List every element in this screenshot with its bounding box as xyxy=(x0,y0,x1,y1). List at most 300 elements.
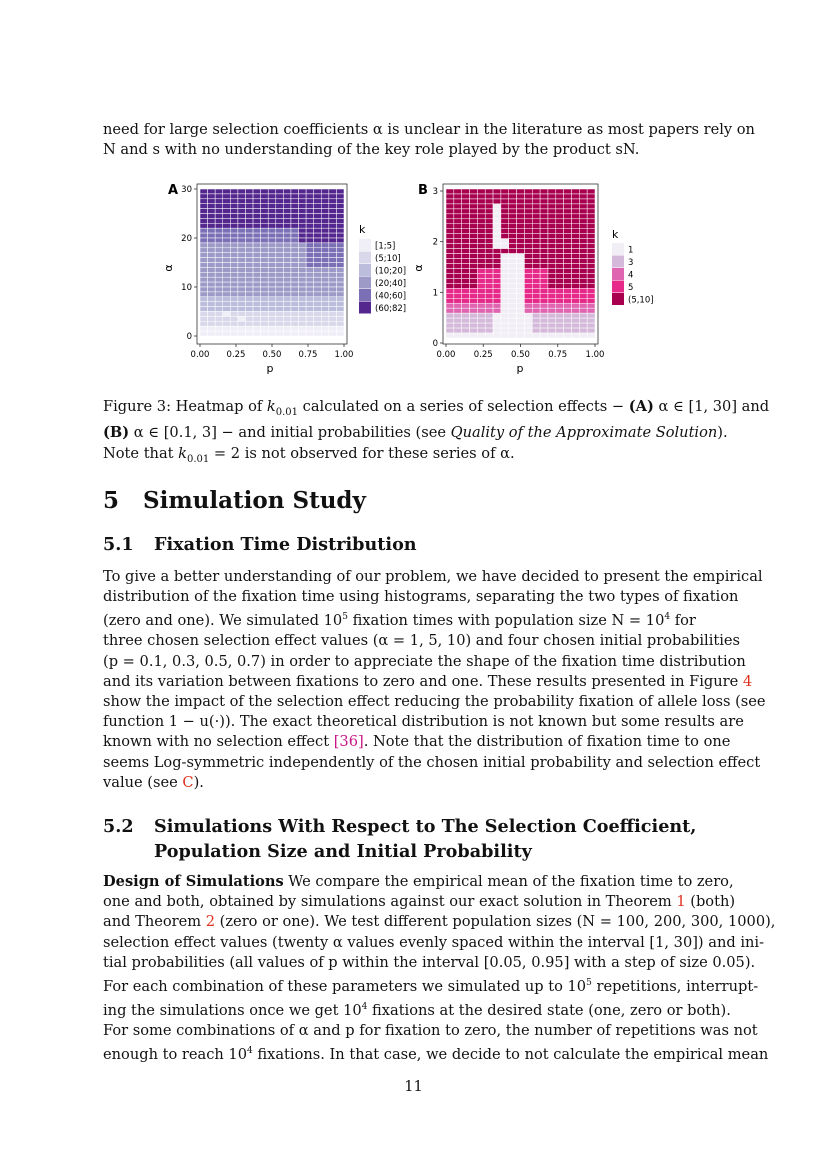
heatmap-cell xyxy=(493,259,501,264)
heatmap-cell xyxy=(501,224,509,229)
heatmap-cell xyxy=(215,316,223,321)
heatmap-cell xyxy=(587,333,595,338)
section-heading: 5 Simulation Study xyxy=(103,487,366,514)
heatmap-cell xyxy=(470,204,478,209)
heatmap-cell xyxy=(261,302,269,307)
heatmap-cell xyxy=(299,307,307,312)
heatmap-cell xyxy=(268,248,276,253)
heatmap-cell xyxy=(564,229,572,234)
heatmap-cell xyxy=(462,293,470,298)
heatmap-cell xyxy=(253,223,261,228)
heatmap-cell xyxy=(200,272,208,277)
heatmap-cell xyxy=(329,218,337,223)
heatmap-cell xyxy=(509,214,517,219)
heatmap-cell xyxy=(268,214,276,219)
heatmap-cell xyxy=(276,199,284,204)
heatmap-cell xyxy=(329,258,337,263)
heatmap-cell xyxy=(532,273,540,278)
heatmap-cell xyxy=(329,233,337,238)
heatmap-cell xyxy=(462,264,470,269)
heatmap-cell xyxy=(564,283,572,288)
x-tick-label: 0.25 xyxy=(226,350,246,360)
heatmap-cell xyxy=(261,258,269,263)
heatmap-cell xyxy=(314,292,322,297)
heatmap-cell xyxy=(223,263,231,268)
heatmap-cell xyxy=(238,189,246,194)
heatmap-cell xyxy=(470,254,478,259)
heatmap-cell xyxy=(454,308,462,313)
heatmap-cell xyxy=(509,298,517,303)
heatmap-cell xyxy=(540,259,548,264)
heatmap-cell xyxy=(238,223,246,228)
heatmap-cell xyxy=(462,219,470,224)
heatmap-cell xyxy=(253,321,261,326)
heatmap-cell xyxy=(208,238,216,243)
heatmap-cell xyxy=(223,258,231,263)
heatmap-cell xyxy=(321,243,329,248)
heatmap-cell xyxy=(268,189,276,194)
panel-letter: B xyxy=(418,183,428,198)
heatmap-cell xyxy=(230,228,238,233)
heatmap-cell xyxy=(223,199,231,204)
heatmap-cell xyxy=(517,254,525,259)
heatmap-cell xyxy=(532,298,540,303)
heatmap-cell xyxy=(524,268,532,273)
heatmap-cell xyxy=(283,209,291,214)
heatmap-cell xyxy=(532,209,540,214)
heatmap-cell xyxy=(540,199,548,204)
heatmap-cell xyxy=(223,282,231,287)
heatmap-cell xyxy=(532,259,540,264)
heatmap-cell xyxy=(321,331,329,336)
heatmap-cell xyxy=(291,292,299,297)
heatmap-cell xyxy=(208,312,216,317)
heatmap-cell xyxy=(477,224,485,229)
heatmap-cell xyxy=(587,298,595,303)
heatmap-cell xyxy=(200,209,208,214)
heatmap-cell xyxy=(276,214,284,219)
heatmap-cell xyxy=(276,287,284,292)
heatmap-cell xyxy=(579,219,587,224)
heatmap-cell xyxy=(571,259,579,264)
appendix-link[interactable]: C xyxy=(182,773,194,791)
heatmap-cell xyxy=(283,321,291,326)
heatmap-cell xyxy=(291,233,299,238)
heatmap-cell xyxy=(485,293,493,298)
heatmap-cell xyxy=(556,308,564,313)
heatmap-cell xyxy=(564,249,572,254)
heatmap-cell xyxy=(446,288,454,293)
heatmap-cell xyxy=(446,308,454,313)
heatmap-cell xyxy=(579,328,587,333)
heatmap-cell xyxy=(215,189,223,194)
heatmap-cell xyxy=(299,253,307,258)
heatmap-cell xyxy=(446,303,454,308)
heatmap-cell xyxy=(517,268,525,273)
heatmap-cell xyxy=(321,214,329,219)
heatmap-cell xyxy=(446,199,454,204)
heatmap-cell xyxy=(329,223,337,228)
heatmap-cell xyxy=(245,238,253,243)
heatmap-cell xyxy=(509,264,517,269)
heatmap-cell xyxy=(470,239,478,244)
heatmap-cell xyxy=(587,209,595,214)
heatmap-cell xyxy=(215,272,223,277)
heatmap-cell xyxy=(587,303,595,308)
heatmap-cell xyxy=(540,224,548,229)
heatmap-cell xyxy=(493,308,501,313)
heatmap-cell xyxy=(540,303,548,308)
heatmap-cell xyxy=(321,233,329,238)
heatmap-cell xyxy=(532,224,540,229)
heatmap-cell xyxy=(223,312,231,317)
heatmap-cell xyxy=(579,234,587,239)
heatmap-cell xyxy=(548,313,556,318)
heatmap-cell xyxy=(336,331,344,336)
legend-swatch xyxy=(612,243,624,255)
legend-swatch xyxy=(359,252,371,264)
heatmap-cell xyxy=(223,233,231,238)
heatmap-cell xyxy=(532,283,540,288)
heatmap-cell xyxy=(223,209,231,214)
figure-caption: Figure 3: Heatmap of $k_{0.01}$ calculated on a series of selection effects − (A) α ∈ [1, 30] and (B) α ∈ [0.1, 3] − and initial probabilities (see Quality of the Approximate Solution). Note that $k_{0.01} = 2$ is not observed for these series of α. xyxy=(103,398,770,465)
heatmap-cell xyxy=(306,331,314,336)
heatmap-cell xyxy=(329,189,337,194)
heatmap-cell xyxy=(470,288,478,293)
heatmap-cell xyxy=(268,312,276,317)
heatmap-cell xyxy=(283,228,291,233)
heatmap-cell xyxy=(556,333,564,338)
heatmap-cell xyxy=(556,298,564,303)
page-number: 11 xyxy=(404,1078,423,1095)
heatmap-cell xyxy=(446,254,454,259)
heatmap-cell xyxy=(200,223,208,228)
heatmap-cell xyxy=(230,248,238,253)
heatmap-cell xyxy=(291,326,299,331)
heatmap-cell xyxy=(454,224,462,229)
heatmap-cell xyxy=(253,302,261,307)
heatmap-cell xyxy=(283,194,291,199)
heatmap-cell xyxy=(336,228,344,233)
x-tick-label: 0.75 xyxy=(548,350,568,360)
heatmap-cell xyxy=(587,313,595,318)
heatmap-cell xyxy=(509,189,517,194)
heatmap-cell xyxy=(579,209,587,214)
heatmap-cell xyxy=(564,214,572,219)
text-line: need for large selection coefficients α is unclear in the literature as most papers rely on xyxy=(103,121,755,138)
heatmap-cell xyxy=(524,199,532,204)
heatmap-cell xyxy=(446,273,454,278)
heatmap-cell xyxy=(564,194,572,199)
heatmap-cell xyxy=(477,194,485,199)
heatmap-cell xyxy=(532,234,540,239)
heatmap-cell xyxy=(200,199,208,204)
heatmap-cell xyxy=(524,254,532,259)
heatmap-cell xyxy=(462,189,470,194)
heatmap-cell xyxy=(253,267,261,272)
heatmap-cell xyxy=(556,283,564,288)
heatmap-cell xyxy=(253,326,261,331)
heatmap-cell xyxy=(477,264,485,269)
heatmap-cell xyxy=(517,249,525,254)
heatmap-cell xyxy=(299,209,307,214)
heatmap-cell xyxy=(200,204,208,209)
heatmap-cell xyxy=(509,278,517,283)
heatmap-cell xyxy=(223,204,231,209)
heatmap-cell xyxy=(564,303,572,308)
heatmap-cell xyxy=(223,243,231,248)
heatmap-cell xyxy=(314,263,322,268)
heatmap-cell xyxy=(329,194,337,199)
heatmap-cell xyxy=(261,253,269,258)
heatmap-cell xyxy=(446,209,454,214)
heatmap-cell xyxy=(501,273,509,278)
heatmap-cell xyxy=(470,234,478,239)
heatmap-cell xyxy=(306,302,314,307)
heatmap-cell xyxy=(517,259,525,264)
heatmap-cell xyxy=(454,229,462,234)
heatmap-cell xyxy=(532,303,540,308)
heatmap-cell xyxy=(230,233,238,238)
heatmap-cell xyxy=(208,218,216,223)
heatmap-cell xyxy=(321,277,329,282)
heatmap-cell xyxy=(493,298,501,303)
heatmap-cell xyxy=(462,303,470,308)
heatmap-cell xyxy=(517,189,525,194)
x-tick-label: 1.00 xyxy=(334,350,354,360)
heatmap-cell xyxy=(283,189,291,194)
heatmap-cell xyxy=(306,312,314,317)
heatmap-cell xyxy=(462,244,470,249)
heatmap-cell xyxy=(493,209,501,214)
heatmap-cell xyxy=(245,199,253,204)
heatmap-cell xyxy=(462,288,470,293)
heatmap-cell xyxy=(532,323,540,328)
heatmap-cell xyxy=(276,189,284,194)
heatmap-cell xyxy=(517,318,525,323)
heatmap-cell xyxy=(268,326,276,331)
heatmap-cell xyxy=(571,239,579,244)
legend-label: (60;82] xyxy=(375,304,407,314)
heatmap-cell xyxy=(524,249,532,254)
heatmap-cell xyxy=(564,254,572,259)
heatmap-cell xyxy=(485,313,493,318)
heatmap-cell xyxy=(268,321,276,326)
heatmap-cell xyxy=(501,268,509,273)
heatmap-cell xyxy=(268,307,276,312)
heatmap-cell xyxy=(253,248,261,253)
heatmap-cell xyxy=(283,214,291,219)
heatmap-cell xyxy=(321,307,329,312)
figure-link[interactable]: 4 xyxy=(742,672,753,690)
heatmap-cell xyxy=(276,302,284,307)
panel-b xyxy=(412,183,654,375)
heatmap-cell xyxy=(556,219,564,224)
heatmap-cells xyxy=(446,189,595,338)
heatmap-cell xyxy=(493,288,501,293)
heatmap-cell xyxy=(276,263,284,268)
heatmap-cell xyxy=(261,199,269,204)
heatmap-cell xyxy=(556,254,564,259)
heatmap-cell xyxy=(336,292,344,297)
heatmap-cell xyxy=(548,273,556,278)
heatmap-cell xyxy=(454,209,462,214)
heatmap-cell xyxy=(245,253,253,258)
heatmap-cell xyxy=(215,326,223,331)
heatmap-cell xyxy=(493,234,501,239)
heatmap-cell xyxy=(462,229,470,234)
citation-link[interactable]: [36] xyxy=(333,733,364,751)
heatmap-cell xyxy=(314,302,322,307)
heatmap-cell xyxy=(238,258,246,263)
heatmap-cell xyxy=(517,244,525,249)
heatmap-cell xyxy=(230,218,238,223)
heatmap-cell xyxy=(245,287,253,292)
heatmap-cell xyxy=(200,233,208,238)
heatmap-cell xyxy=(253,243,261,248)
heatmap-cell xyxy=(548,239,556,244)
heatmap-cell xyxy=(223,302,231,307)
heatmap-cell xyxy=(477,333,485,338)
heatmap-cell xyxy=(509,194,517,199)
heatmap-cell xyxy=(485,194,493,199)
heatmap-cell xyxy=(283,312,291,317)
heatmap-cell xyxy=(579,313,587,318)
heatmap-cell xyxy=(571,283,579,288)
heatmap-cell xyxy=(517,293,525,298)
legend-swatch xyxy=(359,239,371,251)
heatmap-cell xyxy=(291,272,299,277)
heatmap-cell xyxy=(329,209,337,214)
heatmap-cell xyxy=(245,326,253,331)
heatmap-cell xyxy=(299,292,307,297)
heatmap-cell xyxy=(548,234,556,239)
heatmap-cell xyxy=(268,272,276,277)
heatmap-cell xyxy=(571,273,579,278)
heatmap-cell xyxy=(223,238,231,243)
figure-3 xyxy=(160,176,670,376)
heatmap-cell xyxy=(517,224,525,229)
heatmap-cell xyxy=(517,298,525,303)
heatmap-cell xyxy=(493,333,501,338)
heatmap-cell xyxy=(524,278,532,283)
heatmap-cell xyxy=(283,204,291,209)
heatmap-cell xyxy=(208,253,216,258)
heatmap-cell xyxy=(299,223,307,228)
heatmap-cell xyxy=(223,218,231,223)
heatmap-cell xyxy=(245,209,253,214)
heatmap-cell xyxy=(314,272,322,277)
heatmap-cell xyxy=(306,199,314,204)
heatmap-cell xyxy=(462,298,470,303)
heatmap-cell xyxy=(579,268,587,273)
heatmap-cell xyxy=(200,189,208,194)
heatmap-cell xyxy=(485,288,493,293)
heatmap-cell xyxy=(238,316,246,321)
heatmap-cell xyxy=(446,244,454,249)
heatmap-cell xyxy=(540,264,548,269)
heatmap-cell xyxy=(485,333,493,338)
heatmap-cell xyxy=(268,233,276,238)
heatmap-cell xyxy=(564,244,572,249)
heatmap-cell xyxy=(509,259,517,264)
heatmap-cell xyxy=(587,189,595,194)
heatmap-cell xyxy=(540,189,548,194)
heatmap-cell xyxy=(485,214,493,219)
heatmap-cell xyxy=(245,248,253,253)
theorem-link[interactable]: 1 xyxy=(676,893,686,911)
y-tick-label: 2 xyxy=(432,237,438,248)
heatmap-cell xyxy=(579,288,587,293)
heatmap-cell xyxy=(493,273,501,278)
heatmap-cell xyxy=(306,223,314,228)
heatmap-cell xyxy=(454,234,462,239)
heatmap-cell xyxy=(245,204,253,209)
heatmap-cell xyxy=(276,238,284,243)
heatmap-cell xyxy=(238,307,246,312)
heatmap-cell xyxy=(477,293,485,298)
heatmap-cell xyxy=(540,194,548,199)
heatmap-cell xyxy=(540,209,548,214)
heatmap-cell xyxy=(276,258,284,263)
heatmap-cell xyxy=(299,312,307,317)
legend-label: 1 xyxy=(628,245,634,256)
heatmap-cell xyxy=(329,277,337,282)
heatmap-cell xyxy=(230,277,238,282)
heatmap-cell xyxy=(208,243,216,248)
heatmap-cell xyxy=(336,326,344,331)
heatmap-cell xyxy=(276,282,284,287)
heatmap-cell xyxy=(215,209,223,214)
heatmap-cell xyxy=(454,264,462,269)
heatmap-cell xyxy=(470,308,478,313)
heatmap-cell xyxy=(276,326,284,331)
heatmap-cell xyxy=(587,244,595,249)
heatmap-cell xyxy=(532,244,540,249)
heatmap-cell xyxy=(501,303,509,308)
heatmap-cell xyxy=(291,228,299,233)
heatmap-cell xyxy=(238,204,246,209)
heatmap-cell xyxy=(200,316,208,321)
heatmap-cell xyxy=(493,219,501,224)
heatmap-cell xyxy=(462,224,470,229)
subsection-heading: 5.1 Fixation Time Distribution xyxy=(103,534,417,555)
heatmap-cell xyxy=(200,297,208,302)
heatmap-cell xyxy=(548,298,556,303)
heatmap-cell xyxy=(477,214,485,219)
heatmap-cell xyxy=(283,199,291,204)
heatmap-cell xyxy=(238,282,246,287)
heatmap-cell xyxy=(556,234,564,239)
heatmap-cell xyxy=(501,229,509,234)
heatmap-cell xyxy=(571,194,579,199)
heatmap-cell xyxy=(517,308,525,313)
heatmap-cell xyxy=(230,272,238,277)
theorem-link[interactable]: 2 xyxy=(205,913,216,931)
heatmap-cell xyxy=(329,316,337,321)
heatmap-cell xyxy=(329,248,337,253)
heatmap-cell xyxy=(200,331,208,336)
heatmap-cell xyxy=(215,282,223,287)
heatmap-cell xyxy=(454,333,462,338)
heatmap-cell xyxy=(268,218,276,223)
heatmap-cell xyxy=(230,287,238,292)
heatmap-cell xyxy=(556,244,564,249)
heatmap-cell xyxy=(268,316,276,321)
heatmap-cell xyxy=(517,288,525,293)
heatmap-cell xyxy=(276,233,284,238)
heatmap-cell xyxy=(556,288,564,293)
